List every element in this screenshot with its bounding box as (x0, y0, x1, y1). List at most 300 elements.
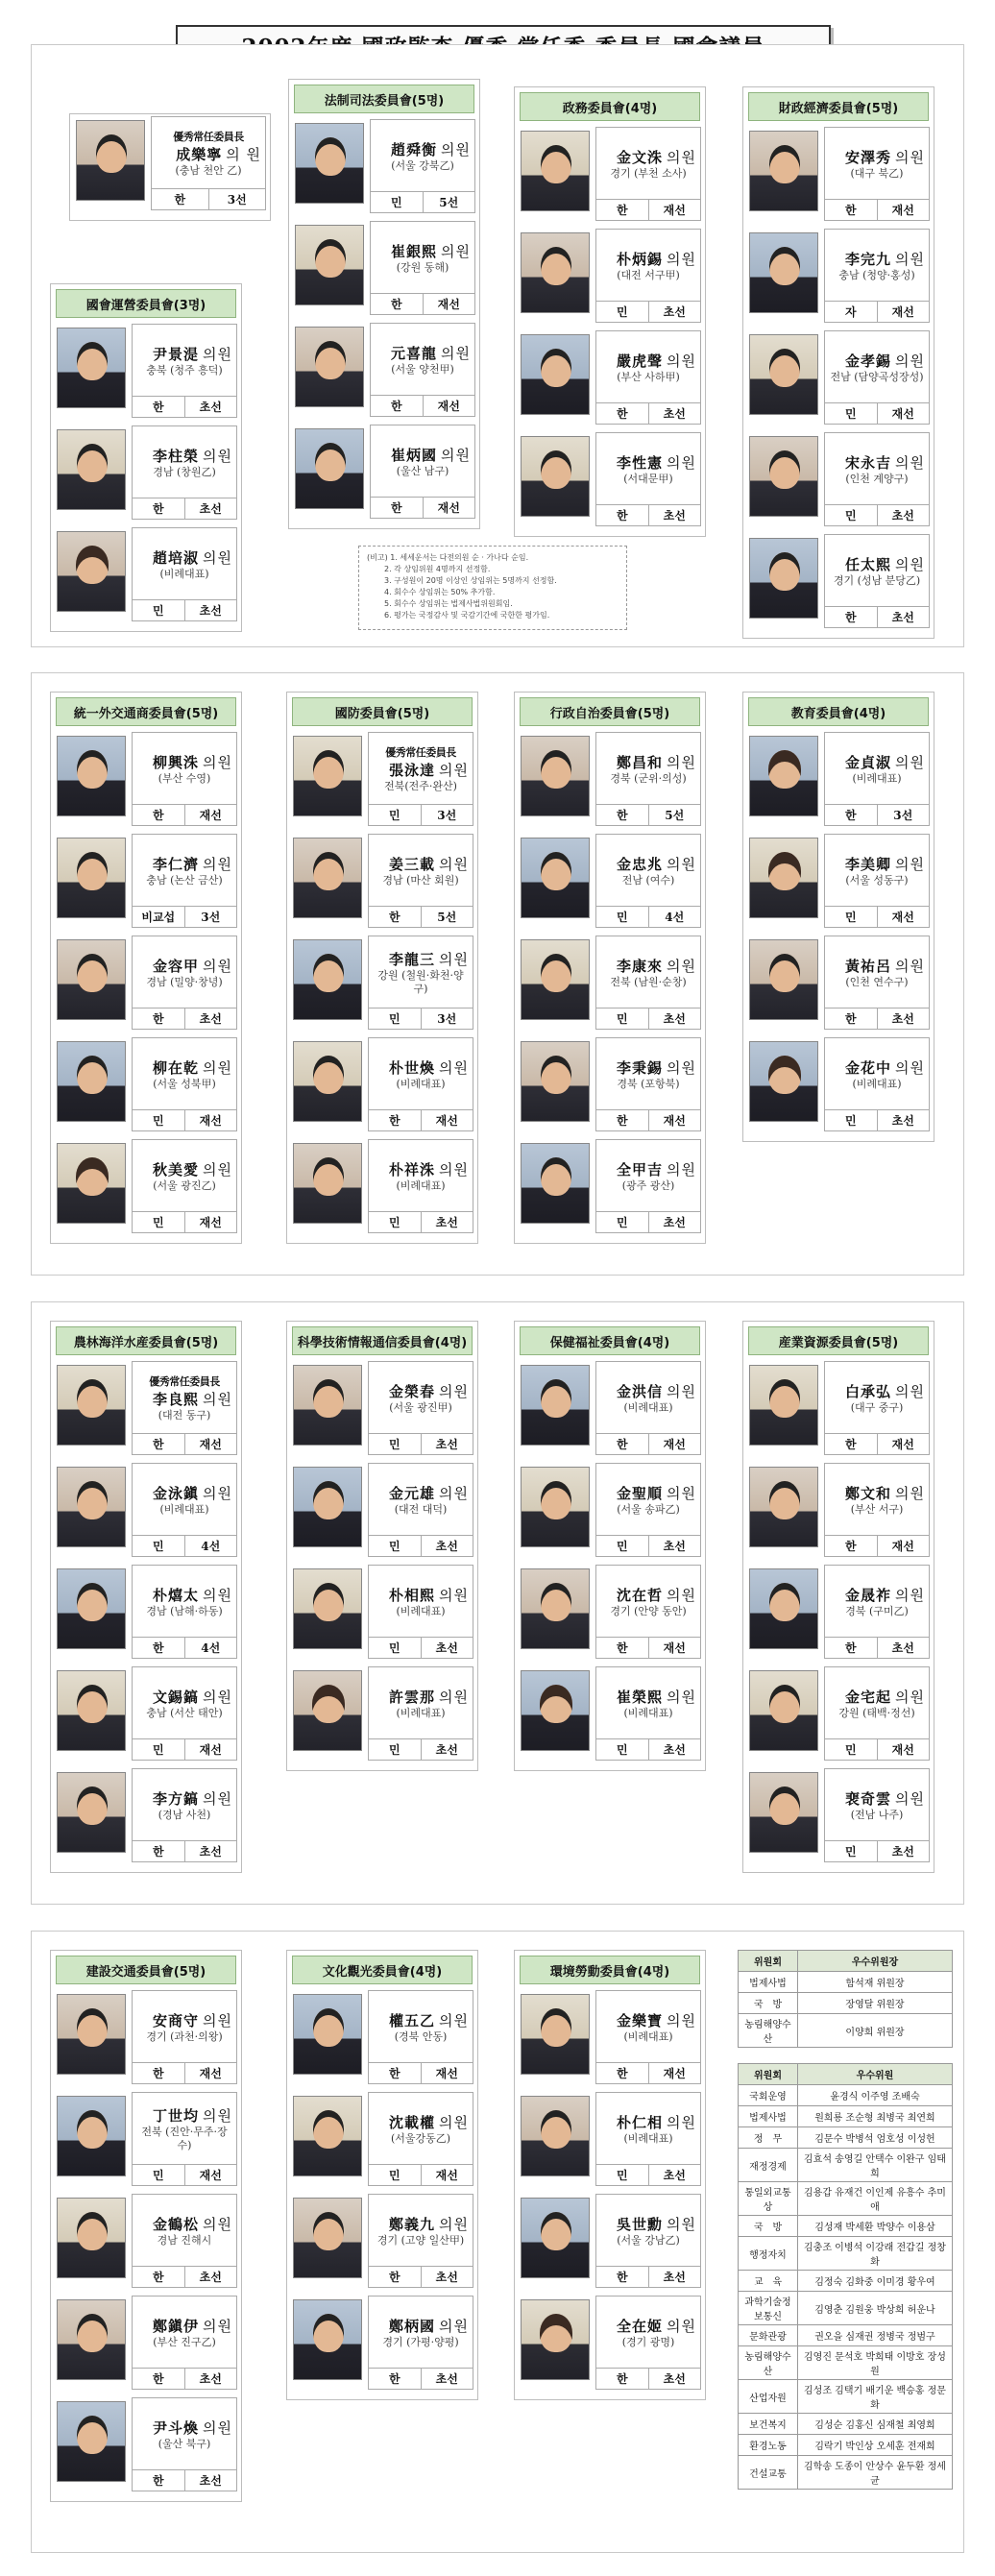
member-table-row (739, 2182, 953, 2216)
member-info (595, 2296, 701, 2390)
member-card (515, 832, 705, 934)
member-region: 충북 (청주 흥덕) (146, 363, 223, 377)
member-name-line (373, 2214, 469, 2234)
member-name-line (375, 139, 471, 159)
member-name: 柳在乾 (153, 1058, 200, 1077)
committee-title: 國防委員會(5명) (292, 697, 473, 726)
member-suffix: 의원 (667, 753, 696, 771)
committee-title: 國會運營委員會(3명) (56, 289, 236, 318)
member-region: (비례대표) (852, 771, 902, 785)
member-name: 鄭鎭伊 (153, 2317, 200, 2335)
member-suffix: 의원 (203, 447, 232, 465)
member-term: 재선 (421, 2165, 473, 2185)
member-region: (전남 나주) (850, 1808, 904, 1821)
member-info-top (133, 1362, 236, 1433)
member-name: 全甲吉 (617, 1160, 664, 1179)
member-party: 한 (616, 1114, 628, 1128)
member-table-row-cell: 통일외교통상 (739, 2182, 798, 2216)
member-suffix: 의원 (439, 1586, 469, 1604)
member-card (743, 730, 934, 832)
member-card (51, 322, 241, 424)
member-name-line (373, 2010, 469, 2030)
member-card (51, 832, 241, 934)
member-party: 한 (152, 1641, 164, 1655)
member-party: 민 (388, 1438, 400, 1451)
member-card (287, 730, 477, 832)
member-name-line (136, 752, 232, 772)
member-photo (57, 328, 126, 408)
member-info (824, 1361, 930, 1455)
member-name-line (600, 1483, 696, 1503)
member-suffix: 의 원 (226, 145, 261, 163)
member-party: 한 (616, 1438, 628, 1451)
member-info (132, 2397, 237, 2491)
member-term: 초선 (648, 1212, 701, 1232)
member-info (824, 1037, 930, 1131)
member-name: 朴祥洙 (389, 1160, 436, 1179)
member-card (515, 1137, 705, 1239)
member-party: 한 (616, 2271, 628, 2284)
member-suffix: 의원 (667, 1586, 696, 1604)
member-photo (57, 1041, 126, 1122)
member-info (824, 534, 930, 628)
member-card (743, 1563, 934, 1665)
member-name-line (373, 1483, 469, 1503)
member-name: 金容甲 (153, 957, 200, 975)
member-stats (371, 395, 474, 416)
member-party: 한 (152, 502, 164, 516)
member-table-row (739, 2435, 953, 2456)
member-info (368, 732, 473, 826)
member-suffix: 의원 (203, 548, 232, 567)
member-suffix: 의원 (667, 250, 696, 268)
member-name-line (600, 1687, 696, 1707)
member-name-line (600, 1381, 696, 1401)
committee-box (514, 692, 706, 1244)
member-term: 3선 (184, 907, 237, 927)
member-photo (521, 1467, 590, 1547)
member-name-line (375, 343, 471, 363)
member-party: 민 (844, 407, 857, 421)
member-term: 3선 (421, 1009, 473, 1029)
member-party: 한 (844, 1012, 857, 1026)
member-party: 민 (844, 1114, 857, 1128)
member-photo (293, 1467, 362, 1547)
member-region: 경기 (성남 분당乙) (833, 573, 921, 587)
member-stats (133, 1637, 236, 1658)
member-name: 金榮春 (389, 1382, 436, 1400)
member-photo (521, 334, 590, 415)
member-term: 재선 (184, 1110, 237, 1130)
member-name: 柳興洙 (153, 753, 200, 771)
member-region: (대구 북乙) (850, 166, 904, 180)
member-photo (295, 123, 364, 204)
member-info-top (133, 2297, 236, 2368)
member-suffix: 의원 (667, 1058, 696, 1077)
member-name: 安澤秀 (845, 148, 892, 166)
member-party: 민 (388, 2169, 400, 2182)
member-name-line (373, 949, 469, 969)
member-table-row (739, 2106, 953, 2127)
member-suffix: 의원 (667, 2113, 696, 2131)
member-name: 金洪信 (617, 1382, 664, 1400)
member-term: 재선 (184, 805, 237, 825)
member-stats (596, 1211, 700, 1232)
member-term: 초선 (648, 403, 701, 424)
member-stats (825, 199, 929, 220)
member-region: 전남 (담양곡성장성) (830, 370, 924, 383)
member-table-row (739, 2237, 953, 2271)
member-table-row (739, 2325, 953, 2346)
member-info-top (596, 936, 700, 1008)
member-region: (대전 동구) (158, 1408, 211, 1422)
member-info-top (371, 120, 474, 191)
member-term: 초선 (648, 1739, 701, 1760)
committee-box (286, 1321, 478, 1771)
member-term: 초선 (648, 505, 701, 525)
member-info (368, 936, 473, 1030)
member-photo (749, 436, 818, 517)
member-party: 민 (616, 2169, 628, 2182)
member-table-row-cell: 김영춘 김원웅 박상희 허운나 (798, 2292, 953, 2325)
member-term: 초선 (421, 1638, 473, 1658)
member-info (132, 936, 237, 1030)
member-name-line (136, 1389, 232, 1409)
member-info-top (596, 2297, 700, 2368)
member-card (515, 1988, 705, 2090)
member-name-line (600, 1585, 696, 1605)
member-term: 재선 (877, 1739, 930, 1760)
member-party: 민 (616, 1216, 628, 1229)
member-party: 민 (616, 1540, 628, 1553)
member-info (132, 1990, 237, 2084)
member-name-line (829, 1381, 925, 1401)
member-term: 재선 (648, 1110, 701, 1130)
member-table-row-cell: 과학기술정보통신 (739, 2292, 798, 2325)
member-info (368, 1666, 473, 1761)
member-suffix: 의원 (203, 2011, 232, 2029)
member-card (515, 125, 705, 227)
member-photo (295, 327, 364, 407)
member-stats (369, 1433, 473, 1454)
member-name: 安商守 (153, 2011, 200, 2029)
member-info (824, 732, 930, 826)
member-info (595, 127, 701, 221)
member-party: 민 (844, 509, 857, 522)
member-table-row-cell: 국 방 (739, 2216, 798, 2237)
member-info-top (825, 128, 929, 199)
member-region: 충남 (논산 금산) (146, 873, 223, 887)
member-party: 한 (844, 1438, 857, 1451)
member-card (289, 423, 479, 524)
member-party: 한 (388, 911, 400, 924)
member-photo (521, 939, 590, 1020)
member-name-line (373, 2112, 469, 2132)
committee-box (742, 1321, 934, 1873)
member-party: 한 (616, 407, 628, 421)
member-info-top (825, 1667, 929, 1738)
member-info-top (596, 1667, 700, 1738)
chair-table-row-cell: 함석재 위원장 (798, 1972, 953, 1993)
member-name: 尹景湜 (153, 345, 200, 363)
member-region: (서울 성동구) (845, 873, 909, 887)
member-card (515, 328, 705, 430)
member-party: 한 (152, 2372, 164, 2386)
member-table-row-cell: 권오을 심재권 정병국 정범구 (798, 2325, 953, 2346)
special-chair-box (69, 113, 271, 221)
member-region: 경북 (포항북) (617, 1077, 680, 1090)
member-suffix: 의원 (203, 2215, 232, 2233)
member-name: 裵奇雲 (845, 1789, 892, 1808)
note-line: 5. 회수수 상임위는 법제사법위원회임. (384, 599, 513, 608)
member-stats (596, 1637, 700, 1658)
member-region: (서울 강남乙) (617, 2233, 680, 2247)
member-suffix: 의원 (895, 957, 925, 975)
member-info (132, 324, 237, 418)
member-party: 민 (152, 1743, 164, 1757)
member-party: 한 (152, 2067, 164, 2080)
member-suffix: 의원 (441, 140, 471, 158)
member-stats (369, 1637, 473, 1658)
member-table-row (739, 2127, 953, 2149)
member-name-line (136, 1057, 232, 1078)
member-suffix: 의원 (439, 2113, 469, 2131)
member-name: 李仁濟 (153, 855, 200, 873)
member-term: 초선 (184, 2470, 237, 2491)
member-name: 白承弘 (845, 1382, 892, 1400)
member-suffix: 의원 (203, 1058, 232, 1077)
member-info (824, 432, 930, 526)
member-party: 한 (388, 1114, 400, 1128)
member-card (515, 2090, 705, 2192)
member-region: (부산 수영) (158, 771, 211, 785)
committee-title: 財政經濟委員會(5명) (748, 92, 929, 121)
member-term: 초선 (421, 2267, 473, 2287)
member-stats (369, 804, 473, 825)
member-term: 재선 (877, 1536, 930, 1556)
member-card (743, 1359, 934, 1461)
member-table-row-cell: 김용갑 유재건 이인제 유흥수 추미애 (798, 2182, 953, 2216)
member-photo (295, 225, 364, 305)
member-stats (369, 2368, 473, 2389)
member-info (824, 229, 930, 323)
member-info (132, 2296, 237, 2390)
member-card (743, 227, 934, 328)
member-photo (57, 1670, 126, 1751)
member-suffix: 의원 (667, 855, 696, 873)
member-name: 李美卿 (845, 855, 892, 873)
member-card (51, 1988, 241, 2090)
member-photo (293, 2198, 362, 2278)
member-region: 전북 (진안·무주·장수) (141, 2125, 228, 2151)
member-info-top (825, 936, 929, 1008)
member-region: (비례대표) (623, 1706, 673, 1719)
member-suffix: 의원 (895, 1484, 925, 1502)
committee-box (742, 86, 934, 639)
member-info-top (825, 230, 929, 301)
member-term: 초선 (648, 2267, 701, 2287)
member-info-top (825, 1362, 929, 1433)
member-region: (울산 남구) (396, 464, 449, 477)
member-photo (749, 939, 818, 1020)
member-info-top (369, 2297, 473, 2368)
member-card (287, 1035, 477, 1137)
member-stats (369, 1211, 473, 1232)
member-stats (369, 1008, 473, 1029)
member-info-top (371, 425, 474, 497)
member-info (595, 330, 701, 425)
member-suffix: 의원 (439, 2317, 469, 2335)
member-stats (825, 1840, 929, 1861)
member-suffix: 의원 (895, 453, 925, 472)
member-photo (295, 428, 364, 509)
member-name: 金花中 (845, 1058, 892, 1077)
member-info-top (133, 1769, 236, 1840)
member-suffix: 의원 (439, 2011, 469, 2029)
member-info-top (825, 1769, 929, 1840)
member-term: 초선 (184, 600, 237, 620)
member-suffix: 의원 (667, 1160, 696, 1179)
member-suffix: 의원 (895, 352, 925, 370)
member-region: 경기 (부천 소사) (610, 166, 687, 180)
member-suffix: 의원 (667, 957, 696, 975)
member-name: 李柱榮 (153, 447, 200, 465)
member-name: 金晟祚 (845, 1586, 892, 1604)
member-name-line (373, 854, 469, 874)
member-info-top (596, 1362, 700, 1433)
member-info (132, 1037, 237, 1131)
member-name: 姜三載 (389, 855, 436, 873)
member-name: 鄭昌和 (617, 753, 664, 771)
member-card (289, 117, 479, 219)
member-name-line (373, 1687, 469, 1707)
member-term: 초선 (877, 505, 930, 525)
member-photo (293, 838, 362, 918)
member-card (51, 1766, 241, 1868)
member-card (743, 125, 934, 227)
member-suffix: 의원 (441, 242, 471, 260)
member-term: 초선 (648, 1536, 701, 1556)
committee-title: 統一外交通商委員會(5명) (56, 697, 236, 726)
member-name-line (600, 2214, 696, 2234)
member-party: 한 (152, 401, 164, 414)
committee-title: 文化觀光委員會(4명) (292, 1956, 473, 1984)
member-name-line (829, 1483, 925, 1503)
member-name-line (600, 2316, 696, 2336)
member-name-line (136, 1687, 232, 1707)
member-party: 민 (616, 305, 628, 319)
chair-table-row-cell: 장영달 위원장 (798, 1993, 953, 2014)
member-term: 재선 (877, 1434, 930, 1454)
member-name: 金貞淑 (845, 753, 892, 771)
member-card (51, 1461, 241, 1563)
member-table-row (739, 2346, 953, 2380)
member-name-line (136, 1788, 232, 1809)
member-photo (521, 2198, 590, 2278)
member-stats (133, 599, 236, 620)
member-stats (596, 1109, 700, 1130)
member-suffix: 의원 (203, 753, 232, 771)
member-name-line (600, 452, 696, 473)
member-photo (521, 232, 590, 313)
member-term: 5선 (648, 805, 701, 825)
chair-table-header: 우수위원장 (798, 1951, 953, 1972)
member-stats (596, 2266, 700, 2287)
member-region: (서대문甲) (623, 472, 673, 485)
member-card (51, 2294, 241, 2395)
committee-box (742, 692, 934, 1142)
member-photo (293, 939, 362, 1020)
member-photo (521, 1670, 590, 1751)
member-region: (비례대표) (396, 1077, 446, 1090)
member-party: 민 (388, 1641, 400, 1655)
member-stats (596, 1535, 700, 1556)
member-region: 강원 (태백·정선) (838, 1706, 915, 1719)
member-suffix: 의원 (441, 344, 471, 362)
member-name: 金聖順 (617, 1484, 664, 1502)
committee-box (514, 1950, 706, 2400)
member-info-top (825, 733, 929, 804)
member-region: 경남 (창원乙) (153, 465, 216, 478)
member-stats (133, 2368, 236, 2389)
member-name: 李性憲 (617, 453, 664, 472)
member-photo (57, 1365, 126, 1446)
member-card (287, 2294, 477, 2395)
member-photo (749, 1365, 818, 1446)
member-name: 嚴虎聲 (617, 352, 664, 370)
member-name: 丁世均 (153, 2106, 200, 2125)
member-term: 초선 (421, 2369, 473, 2389)
member-party: 민 (388, 1012, 400, 1026)
member-table-row-cell: 재정경제 (739, 2149, 798, 2182)
member-party: 한 (390, 400, 402, 413)
member-card (515, 1035, 705, 1137)
member-region: 경기 (가평·양평) (382, 2335, 459, 2348)
member-name-line (136, 854, 232, 874)
member-term: 재선 (184, 1212, 237, 1232)
member-info (368, 1037, 473, 1131)
member-info (368, 1990, 473, 2084)
member-stats (133, 1109, 236, 1130)
member-party: 민 (388, 1743, 400, 1757)
member-info-top (825, 331, 929, 402)
member-party: 한 (388, 2372, 400, 2386)
member-card (51, 525, 241, 627)
committee-title: 政務委員會(4명) (520, 92, 700, 121)
member-card (515, 730, 705, 832)
member-region: (서울 광진甲) (389, 1400, 452, 1414)
member-table-row-cell: 김영진 문석호 박희태 이방호 장성원 (798, 2346, 953, 2380)
member-info (595, 834, 701, 928)
member-photo (749, 736, 818, 816)
member-card (51, 1137, 241, 1239)
member-name: 鄭柄國 (389, 2317, 436, 2335)
member-term: 초선 (877, 1110, 930, 1130)
member-info (368, 2092, 473, 2186)
member-term: 초선 (877, 1638, 930, 1658)
member-name: 李完九 (845, 250, 892, 268)
member-stats (825, 1738, 929, 1760)
member-table-row-cell: 윤경식 이주영 조배숙 (798, 2085, 953, 2106)
member-party: 민 (388, 1216, 400, 1229)
member-photo (57, 1994, 126, 2075)
member-name-line (136, 344, 232, 364)
member-party: 민 (390, 196, 402, 209)
member-name: 張泳達 (389, 761, 436, 779)
member-region: (대전 대덕) (394, 1502, 448, 1516)
committee-box (50, 283, 242, 632)
member-region: 경남 (마산 회원) (382, 873, 459, 887)
